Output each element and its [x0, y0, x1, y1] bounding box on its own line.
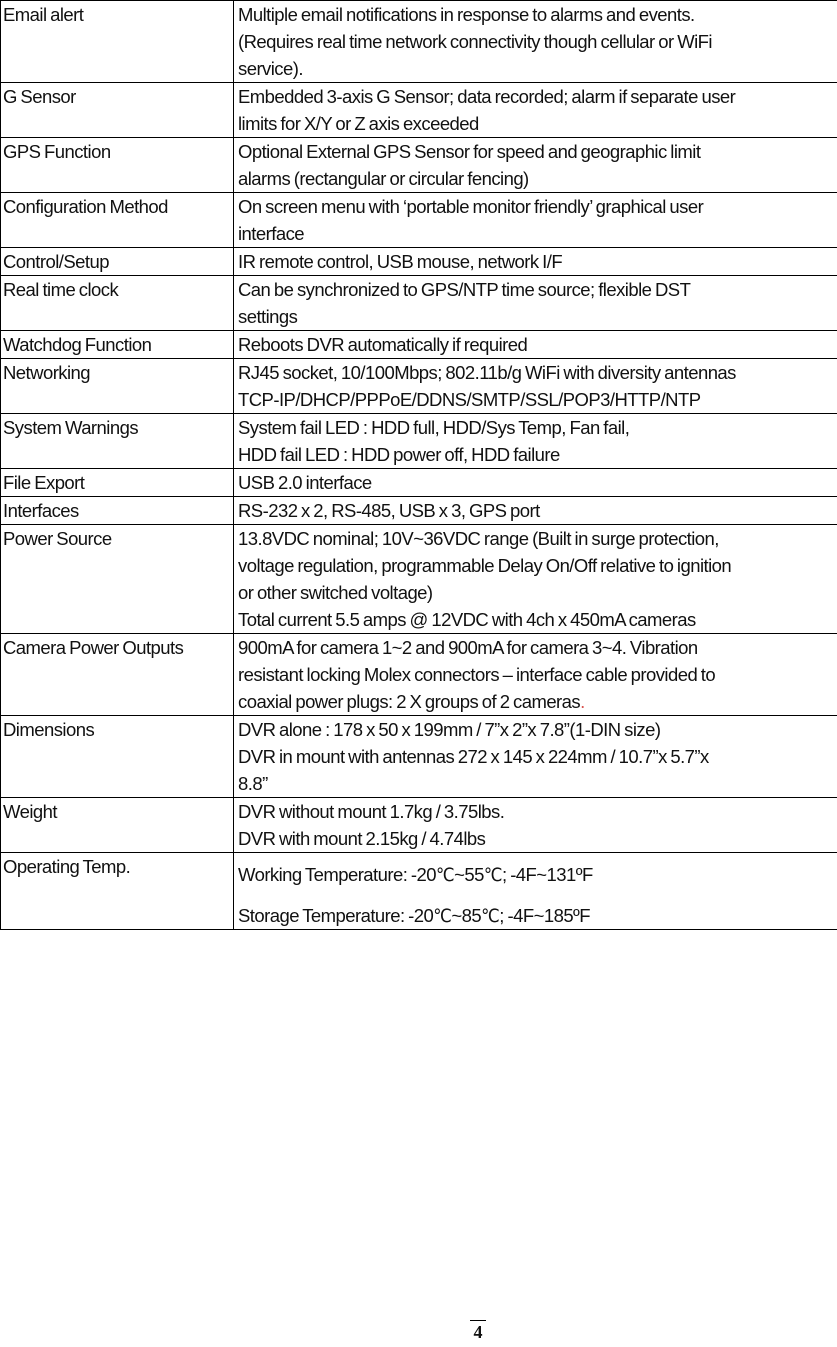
camera-power-text: coaxial power plugs: 2 X groups of 2 cameras — [238, 691, 581, 712]
spec-label: File Export — [1, 469, 234, 497]
table-row — [1, 798, 837, 853]
table-row — [1, 853, 837, 930]
table-row — [1, 138, 837, 193]
table-row — [1, 634, 837, 716]
spec-label: Interfaces — [1, 497, 234, 525]
spec-value: System fail LED : HDD full, HDD/Sys Temp, Fan fail, HDD fail LED : HDD power off, HDD failure — [234, 414, 837, 469]
table-row — [1, 414, 837, 469]
table-row — [1, 497, 837, 525]
spec-value: IR remote control, USB mouse, network I/F — [234, 248, 837, 276]
spec-label: Weight — [1, 798, 234, 853]
spec-label: Operating Temp. — [1, 853, 234, 930]
spec-value: Embedded 3-axis G Sensor; data recorded; alarm if separate user limits for X/Y or Z axis exceeded — [234, 83, 837, 138]
spec-label: System Warnings — [1, 414, 234, 469]
spec-label: Power Source — [1, 525, 234, 634]
spec-value: DVR alone : 178 x 50 x 199mm / 7”x 2”x 7.8”(1-DIN size) DVR in mount with antennas 272 x 145 x 224mm / 10.7”x 5.7”x 8.8” — [234, 716, 837, 798]
spec-value: RJ45 socket, 10/100Mbps; 802.11b/g WiFi with diversity antennas TCP-IP/DHCP/PPPoE/DDNS/SMTP/SSL/POP3/HTTP/NTP — [234, 359, 837, 414]
spec-value: USB 2.0 interface — [234, 469, 837, 497]
table-row — [1, 359, 837, 414]
spec-value: On screen menu with ‘portable monitor friendly’ graphical user interface — [234, 193, 837, 248]
spec-label: Dimensions — [1, 716, 234, 798]
spec-label: Camera Power Outputs — [1, 634, 234, 716]
spec-value: 13.8VDC nominal; 10V~36VDC range (Built in surge protection, voltage regulation, programmable Delay On/Off relative to ignition or other switched voltage) Total current 5.5 amps @ 12VDC with 4ch x 450mA cameras — [234, 525, 837, 634]
spec-label: Networking — [1, 359, 234, 414]
spec-label: G Sensor — [1, 83, 234, 138]
table-row — [1, 276, 837, 331]
spec-label: Configuration Method — [1, 193, 234, 248]
table-row — [1, 331, 837, 359]
spec-label: Control/Setup — [1, 248, 234, 276]
spec-value: Can be synchronized to GPS/NTP time source; flexible DST settings — [234, 276, 837, 331]
spec-value: Optional External GPS Sensor for speed and geographic limit alarms (rectangular or circular fencing) — [234, 138, 837, 193]
spec-label: Real time clock — [1, 276, 234, 331]
spec-label: Watchdog Function — [1, 331, 234, 359]
table-row — [1, 193, 837, 248]
spec-value: RS-232 x 2, RS-485, USB x 3, GPS port — [234, 497, 837, 525]
table-row — [1, 525, 837, 634]
spec-value: Multiple email notifications in response to alarms and events. (Requires real time network connectivity though cellular or WiFi service). — [234, 1, 837, 83]
table-row — [1, 469, 837, 497]
table-row — [1, 716, 837, 798]
spec-value: Working Temperature: -20℃~55℃; -4F~131ºF Storage Temperature: -20℃~85℃; -4F~185ºF — [234, 853, 837, 930]
spec-value: Reboots DVR automatically if required — [234, 331, 837, 359]
spec-label: GPS Function — [1, 138, 234, 193]
red-period-mark: . — [580, 691, 585, 712]
spec-label: Email alert — [1, 1, 234, 83]
table-row — [1, 248, 837, 276]
spec-value: DVR without mount 1.7kg / 3.75lbs. DVR with mount 2.15kg / 4.74lbs — [234, 798, 837, 853]
spec-value: 900mA for camera 1~2 and 900mA for camera 3~4. Vibration resistant locking Molex connectors – interface cable provided to coaxial power plugs: 2 X groups of 2 cameras. — [234, 634, 837, 716]
table-row — [1, 83, 837, 138]
table-row — [1, 1, 837, 83]
page-number: 4 — [470, 1320, 486, 1343]
